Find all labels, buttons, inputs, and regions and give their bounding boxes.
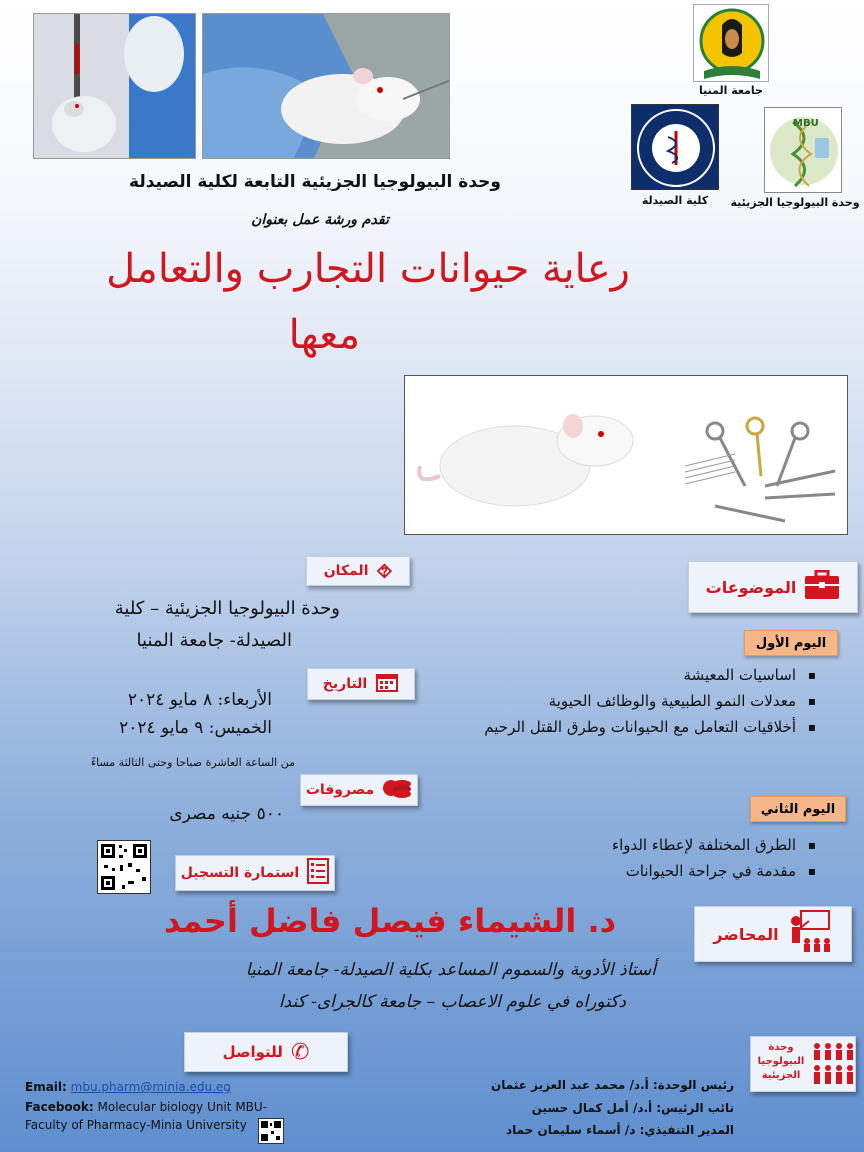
date-day2: الخميس: ٩ مايو ٢٠٢٤ <box>119 718 272 738</box>
mbu-label: وحدة البيولوجيا الجزيئية <box>730 196 860 209</box>
mbu-footer-badge <box>750 1036 856 1092</box>
form-list-icon <box>307 858 329 888</box>
date-heading: التاريخ <box>322 676 368 692</box>
briefcase-icon <box>804 570 840 604</box>
day2-topics-list <box>450 832 818 884</box>
phone-icon: ✆ <box>290 1039 310 1065</box>
minia-university-logo <box>693 4 769 82</box>
facebook-page-name-cont[interactable]: Faculty of Pharmacy-Minia University <box>25 1118 247 1132</box>
location-line2: الصيدلة- جامعة المنيا <box>136 630 292 651</box>
mbu-footer-line2: البيولوجيا <box>757 1056 805 1067</box>
location-heading: المكان <box>323 563 369 579</box>
unit-executive: المدير التنفيذي: د/ أسماء سليمان حماد <box>505 1123 734 1137</box>
topic-item: ▪ مقدمة في جراحة الحيوانات <box>450 858 818 884</box>
location-heading-box <box>306 556 410 586</box>
mbu-footer-line1: وحدة <box>768 1042 794 1053</box>
minia-university-label: جامعة المنيا <box>699 84 763 97</box>
fees-amount: ٥٠٠ جنيه مصرى <box>169 804 284 824</box>
rat-instruments-photo <box>404 375 848 535</box>
registration-heading: استمارة التسجيل <box>180 865 300 881</box>
pharmacy-faculty-logo <box>631 104 719 190</box>
facebook-qr-code[interactable] <box>258 1118 284 1144</box>
mbu-footer-line3: الجزيئية <box>761 1070 801 1081</box>
date-day1: الأربعاء: ٨ مايو ٢٠٢٤ <box>127 690 272 710</box>
calendar-icon <box>375 671 399 697</box>
coins-icon <box>382 778 412 802</box>
mbu-logo-text: MBU <box>793 118 819 129</box>
topic-item: ▪ الطرق المختلفة لإعطاء الدواء <box>450 832 818 858</box>
lecturer-title1: أستاذ الأدوية والسموم المساعد بكلية الصيدلة- جامعة المنيا <box>245 960 656 980</box>
email-line <box>25 1080 325 1094</box>
team-icon <box>809 1041 855 1093</box>
unit-head: رئيس الوحدة: أ.د/ محمد عبد العزيز عثمان <box>491 1078 734 1092</box>
lecturer-name: د. الشيماء فيصل فاضل أحمد <box>163 902 617 940</box>
workshop-title-line1: رعاية حيوانات التجارب والتعامل <box>106 246 630 292</box>
registration-qr-code[interactable] <box>97 840 151 894</box>
topic-item: ▪ معدلات النمو الطبيعية والوظائف الحيوية <box>450 688 818 714</box>
topic-item: ▪ اساسيات المعيشة <box>450 662 818 688</box>
lecturer-title2: دكتوراه في علوم الاعصاب – جامعة كالجراى- كندا <box>278 992 626 1012</box>
teacher-icon <box>787 909 833 959</box>
injection-photo <box>33 13 196 159</box>
registration-form-button[interactable] <box>175 855 335 891</box>
topic-item: ▪ أخلاقيات التعامل مع الحيوانات وطرق القتل الرحيم <box>450 714 818 740</box>
rat-injection-photo <box>202 13 450 159</box>
lecturer-heading: المحاضر <box>713 924 779 944</box>
contact-heading-box <box>184 1032 348 1072</box>
email-link[interactable]: mbu.pharm@minia.edu.eg <box>70 1080 231 1094</box>
day2-tag: اليوم الثاني <box>750 796 846 822</box>
topics-heading: الموضوعات <box>705 577 797 597</box>
facebook-label: Facebook: <box>25 1100 94 1114</box>
contact-heading: للتواصل <box>222 1043 283 1061</box>
fees-heading-box <box>300 774 418 806</box>
day1-tag: اليوم الأول <box>744 630 838 656</box>
email-label: Email: <box>25 1080 67 1094</box>
mbu-footer-text <box>753 1041 809 1083</box>
location-line1: وحدة البيولوجيا الجزيئية – كلية <box>114 598 340 619</box>
pharmacy-faculty-label: كلية الصيدلة <box>641 194 709 207</box>
presents-line: تقدم ورشة عمل بعنوان <box>251 212 389 228</box>
day1-topics-list <box>450 662 818 740</box>
unit-deputy: نائب الرئيس: أ.د/ أمل كمال حسين <box>531 1101 734 1115</box>
fees-heading: مصروفات <box>305 782 375 798</box>
organizer-line: وحدة البيولوجيا الجزيئية التابعة لكلية الصيدلة <box>129 172 501 192</box>
mbu-logo <box>764 107 842 193</box>
workshop-title-line2: معها <box>288 312 360 358</box>
lecturer-heading-box <box>694 906 852 962</box>
location-pin-icon: ⯑ <box>376 559 393 583</box>
date-heading-box <box>307 668 415 700</box>
facebook-page-name[interactable]: Molecular biology Unit MBU- <box>93 1100 268 1114</box>
topics-heading-box <box>688 561 858 613</box>
date-hours: من الساعة العاشرة صباحا وحتى الثالثة مساءً <box>90 756 295 769</box>
